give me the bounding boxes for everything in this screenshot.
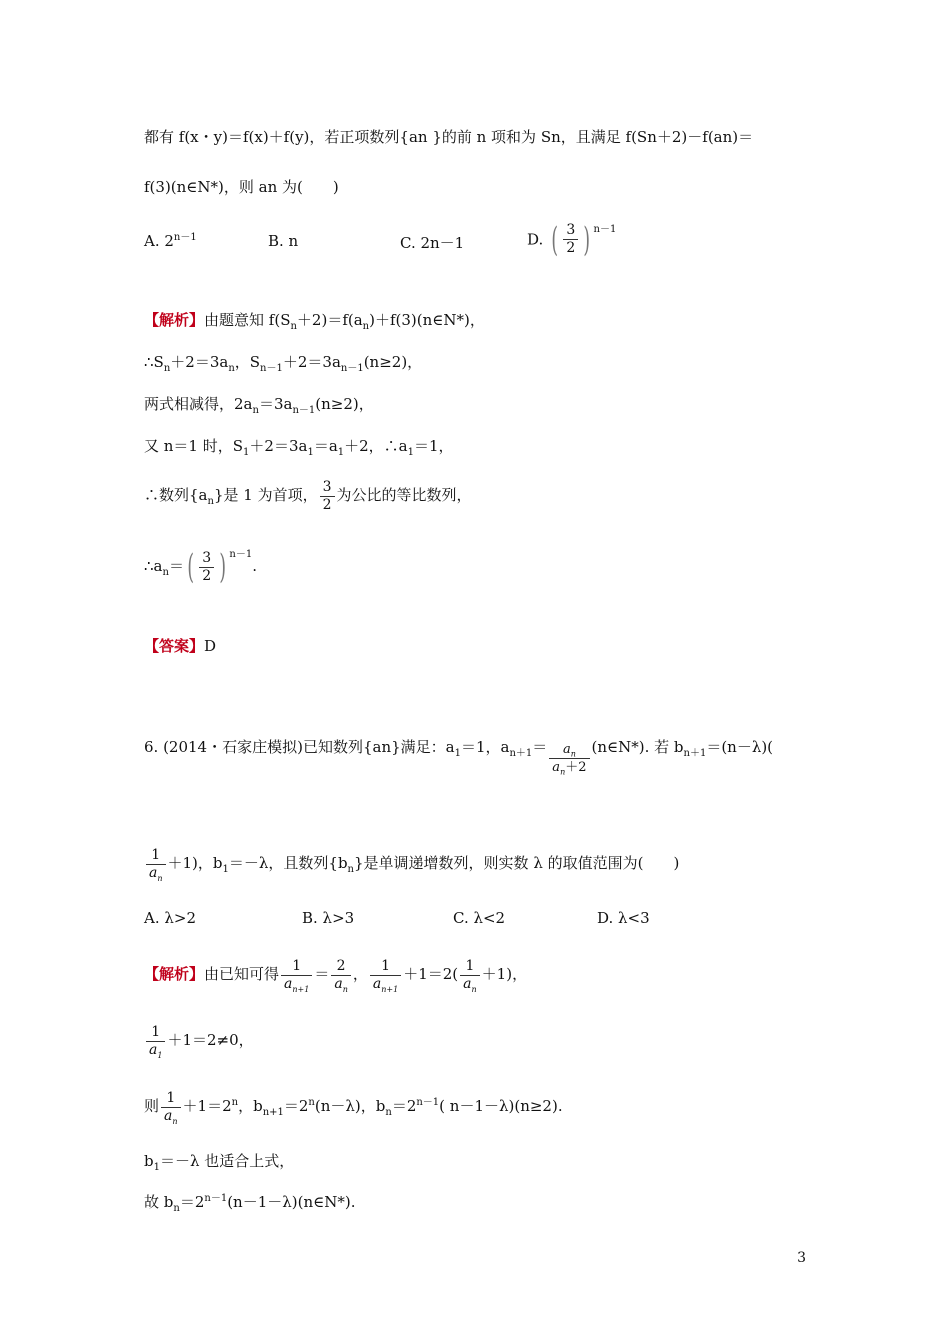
sol6-line2: $\frac{1}{a_1}$ ＋1＝2≠0， — [144, 1020, 254, 1060]
sol5-answer: 【答案】D — [144, 637, 217, 655]
analysis-tag-2: 【解析】 — [144, 965, 205, 983]
q6-option-d: D. λ<3 — [597, 909, 650, 927]
sol6-line3: 则 $\frac{1}{a_n}$ $+1=2^n$，$b_{n+1}=2^n(n-\lambda)$，$b_n=2^{n-1}$( n－1－λ)(n≥2). — [144, 1089, 563, 1126]
q5-line1: 都有 f(x・y)＝f(x)＋f(y)，若正项数列{an }的前 n 项和为 Sn，且满足 f(Sn＋2)－f(an)＝ — [144, 128, 754, 146]
q5-option-a: A. $2^{n-1}$ — [144, 232, 197, 250]
sol5-line2: $\therefore S_n+2=3a_n$，$S_{n-1}+2=3a_{n-1}(n\ge 2)$， — [144, 353, 423, 374]
sol5-line1: 【解析】由题意知 $f(S_n+2)=f(a_n)+f(3)(n\in N*)$， — [144, 311, 485, 332]
q6-line1: 6. (2014・石家庄模拟)已知数列{an}满足：$a_1=1$，$a_{n+1}=$ $\frac{a_n}{a_n+2}$ (n∈N*). 若 $b_{n+1}=(n-\lambda)$( — [144, 738, 774, 777]
q6-option-b: B. λ>3 — [302, 909, 355, 927]
q5-option-d: D. ( $\frac{3}{2}$ ) $^{n-1}$ — [527, 219, 617, 260]
q5-option-b: B. n — [268, 232, 299, 250]
sol5-line6: $\therefore a_n=$( $\frac{3}{2}$ ) $^{n-1}$. — [144, 547, 258, 587]
sol6-line1: 【解析】由已知可得 $\frac{1}{a_{n+1}}$ ＝ $\frac{2}{a_n}$ ， $\frac{1}{a_{n+1}}$ ＋1＝2( $\frac{1}{a_n}$ ＋1)， — [144, 957, 528, 994]
q6-option-a: A. λ>2 — [144, 909, 196, 927]
sol6-line4: $b_1=-\lambda$ 也适合上式， — [144, 1152, 295, 1173]
q6-option-c: C. λ<2 — [453, 909, 506, 927]
sol5-line5: ∴数列$\{a_n\}$是 1 为首项， $\frac{3}{2}$ 为公比的等比数列， — [144, 478, 472, 513]
q5-option-c: C. 2n－1 — [400, 234, 465, 252]
answer-tag: 【答案】 — [144, 637, 205, 655]
sol5-line4: 又 n＝1 时，$S_1+2=3a_1=a_1+2$，$\therefore a_1=1$， — [144, 437, 454, 458]
page-number: 3 — [797, 1250, 806, 1266]
q6-line2: $\frac{1}{a_n}$ ＋1)，$b_1=-\lambda$，且数列$\{b_n\}$是单调递增数列，则实数 λ 的取值范围为( ) — [144, 843, 679, 883]
sol5-line3: 两式相减得，$2a_n=3a_{n-1}(n\ge 2)$， — [144, 395, 374, 416]
analysis-tag: 【解析】 — [144, 311, 205, 329]
q5-line2: f(3)(n∈N*)，则 an 为( ) — [144, 178, 339, 196]
sol6-line5: 故 $b_n=2^{n-1}(n-1-\lambda)(n\in N*)$. — [144, 1193, 356, 1214]
